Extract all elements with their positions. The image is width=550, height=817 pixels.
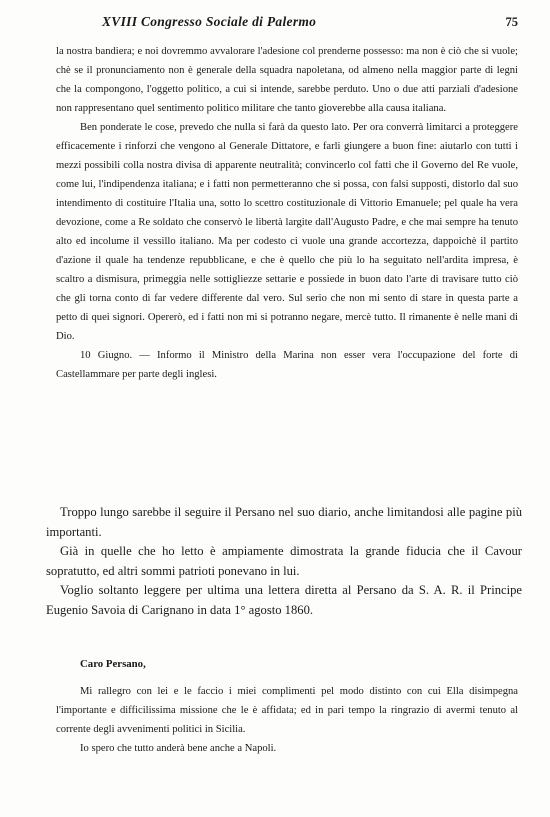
letter-paragraph-1: Mi rallegro con lei e le faccio i miei complimenti pel modo distinto con cui Ella disimpegna l'importante e difficilissima missione che le è affidata; ed in pari tempo la ringrazio di avermi tenuto al corrente degli avvenimenti politici in Sicilia.	[56, 686, 518, 735]
commentary-paragraph-1: Troppo lungo sarebbe il seguire il Persano nel suo diario, anche limitandosi alle pagine più importanti.	[46, 505, 522, 539]
header-title: XVIII Congresso Sociale di Palermo	[102, 14, 317, 29]
diary-paragraph-2: Ben ponderate le cose, prevedo che nulla si farà da questo lato. Per ora converrà limitarci a proteggere efficacemente i rinforzi che vengono al Generale Dittatore, e farli giungere a buon fine: aiutarlo con tutti i mezzi possibili colla nostra divisa di apparente neutralità; convincerlo col fatti che il Governo del Re vuole, come lui, l'indipendenza italiana; e i fatti non permetteranno che si possa, con falsi supposti, distorlo dal suo intendimento di costituire l'Italia una, sotto lo scettro costituzionale di Vittorio Emanuele; pel quale ha vera devozione, come a Re soldato che conservò le libertà largite dall'Augusto Padre, e che mai sempre ha tenuto alto ed incolume il vessillo italiano. Ma per codesto ci vuole una grande accortezza, dappoichè il partito d'azione il quale ha tendenze repubblicane, e che è quello che più lo ha seguitato nell'ardita impresa, è scaltro a dismisura, primeggia nelle sottigliezze settarie e possiede in buon dato l'arte di travisare tutto ciò che gli torna conto di far vedere differente dal vero. Sul serio che non mi sento di stare in questa parte a petto di quei signori. Opererò, ed i fatti non mi si potranno negare, mercè tutto. Il rimanente è nelle mani di Dio.	[56, 122, 518, 342]
page-number: 75	[505, 15, 518, 29]
commentary	[46, 503, 522, 620]
letter-salutation: Caro Persano,	[80, 658, 146, 670]
commentary-paragraph-2: Già in quelle che ho letto è ampiamente dimostrata la grande fiducia che il Cavour sopratutto, ed altri sommi patrioti ponevano in lui.	[46, 544, 522, 578]
letter-paragraph-2: Io spero che tutto anderà bene anche a Napoli.	[80, 743, 277, 754]
diary-paragraph-1: la nostra bandiera; e noi dovremmo avvalorare l'adesione col prenderne possesso: ma non è ciò che si vuole; chè se il pronunciamento non è generale della squadra napoletana, od almeno nella maggior parte di legni che la compongono, l'oggetto politico, a cui si intende, sarebbe perduto. Uno o due atti parziali d'adesione non rappresentano quel sentimento politico militare che tanto gioverebbe alla causa italiana.	[56, 46, 518, 114]
letter-body	[56, 682, 518, 758]
commentary-paragraph-3: Voglio soltanto leggere per ultima una lettera diretta al Persano da S. A. R. il Principe Eugenio Savoia di Carignano in data 1° agosto 1860.	[46, 583, 522, 617]
running-header	[40, 14, 518, 36]
diary-paragraph-3: 10 Giugno. — Informo il Ministro della Marina non esser vera l'occupazione del forte di Castellammare per parte degli inglesi.	[56, 350, 518, 380]
diary-excerpt	[56, 42, 518, 384]
